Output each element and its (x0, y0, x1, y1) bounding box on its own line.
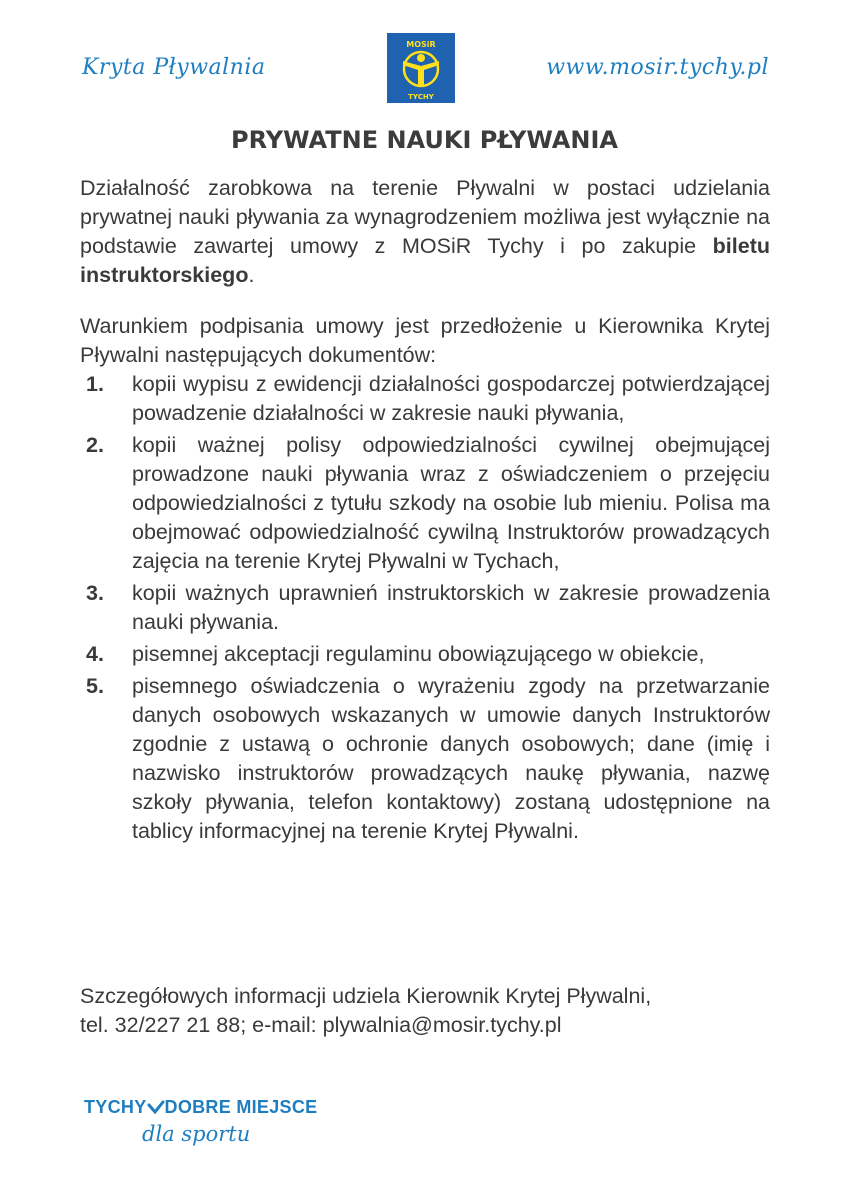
list-text: pisemnego oświadczenia o wyrażeniu zgody na przetwarzanie danych osobowych wskazanych w umowie danych Instruktorów zgodnie z ustawą o ochronie danych osobowych; dane (imię i nazwisko instruktorów prowadzących naukę pływania, nazwę szkoły pływania, telefon kontaktowy) zostaną udostępnione na tablicy informacyjnej na terenie Krytej Pływalni. (132, 674, 770, 843)
intro-text-end: . (248, 263, 255, 287)
contact-info (80, 982, 770, 1040)
list-item (80, 370, 770, 428)
list-text: pisemnej akceptacji regulaminu obowiązującego w obiekcie, (132, 642, 705, 666)
website-url-script: www.mosir.tychy.pl (546, 55, 769, 80)
documents-list (80, 370, 770, 849)
list-item (80, 579, 770, 637)
list-number: 3. (86, 581, 104, 605)
intro-paragraph (80, 174, 770, 290)
logo-top-text: MOSiR (406, 40, 436, 49)
list-item (80, 672, 770, 846)
list-number: 4. (86, 642, 104, 666)
list-number: 5. (86, 674, 104, 698)
list-number: 2. (86, 433, 104, 457)
checkmark-icon (147, 1100, 165, 1114)
requirements-paragraph: Warunkiem podpisania umowy jest przedłożenie u Kierownika Krytej Pływalni następujących dokumentów: (80, 314, 770, 367)
list-text: kopii ważnych uprawnień instruktorskich w zakresie prowadzenia nauki pływania. (132, 581, 770, 634)
contact-line-1: Szczegółowych informacji udziela Kierownik Krytej Pływalni, (80, 984, 652, 1008)
footer-slogan (84, 1097, 317, 1146)
logo-bottom-text: TYCHY (408, 93, 434, 101)
slogan-city: TYCHY (84, 1097, 147, 1117)
list-item (80, 640, 770, 669)
list-text: kopii ważnej polisy odpowiedzialności cywilnej obejmującej prowadzone nauki pływania wraz z oświadczeniem o przejęciu odpowiedzialności z tytułu szkody na osobie lub mieniu. Polisa ma obejmować odpowiedzialność cywilną Instruktorów prowadzących zajęcia na terenie Krytej Pływalni w Tychach, (132, 433, 770, 573)
page-title: PRYWATNE NAUKI PŁYWANIA (231, 126, 618, 154)
list-item (80, 431, 770, 576)
pool-name-script: Kryta Pływalnia (82, 55, 266, 80)
instructor-ticket-bold: biletu instruktorskiego (80, 234, 770, 287)
figure-emblem-icon (399, 49, 443, 89)
slogan-subline: dla sportu (142, 1122, 251, 1146)
mosir-logo (387, 33, 455, 103)
intro-text: Działalność zarobkowa na terenie Pływalni w postaci udzielania prywatnej nauki pływania za wynagrodzeniem możliwa jest wyłącznie na podstawie zawartej umowy z MOSiR Tychy i po zakupie (80, 176, 770, 258)
list-text: kopii wypisu z ewidencji działalności gospodarczej potwierdzającej powadzenie działalności w zakresie nauki pływania, (132, 372, 770, 425)
list-number: 1. (86, 372, 104, 396)
contact-line-2: tel. 32/227 21 88; e-mail: plywalnia@mosir.tychy.pl (80, 1013, 562, 1037)
slogan-text: DOBRE MIEJSCE (164, 1097, 318, 1117)
